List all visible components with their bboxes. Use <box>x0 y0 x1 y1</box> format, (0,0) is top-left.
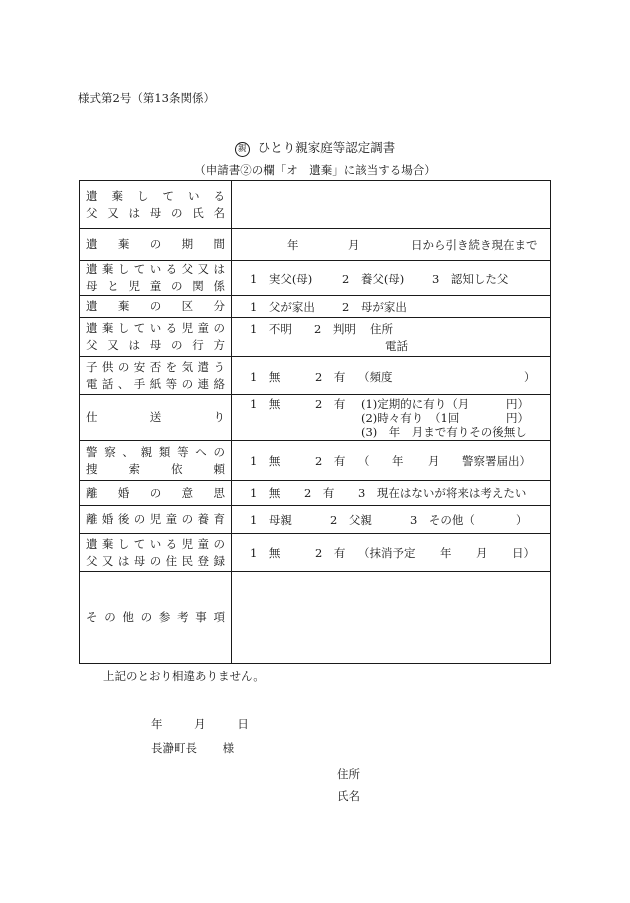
deletion-scheduled-label: （抹消予定 <box>358 546 416 560</box>
option-father[interactable]: 2 父親 <box>330 513 372 527</box>
table-row-abandonment-type <box>80 296 550 318</box>
option-none[interactable]: 1 無 <box>250 486 281 500</box>
document-title-row <box>0 138 630 157</box>
table-row-resident-registration <box>80 534 550 572</box>
row-label <box>80 506 232 533</box>
row-label-line: 母と児童の関係 <box>86 279 225 293</box>
date-day: 日 <box>237 717 249 731</box>
abandonment-period-field[interactable] <box>232 229 550 260</box>
investigation-form-table <box>79 180 551 664</box>
row-label-line: 捜索依頼 <box>86 461 225 476</box>
table-row-contact-about-child <box>80 357 550 395</box>
period-year: 年 <box>287 238 299 252</box>
row-label-line: 遺棄の期間 <box>86 237 225 251</box>
date-month: 月 <box>194 717 206 731</box>
option-none[interactable]: 1 無 <box>250 454 281 468</box>
row-label <box>80 395 232 440</box>
row-label <box>80 261 232 295</box>
table-row-divorce-intention <box>80 481 550 506</box>
phone-label: 電話 <box>385 339 408 353</box>
registration-options <box>232 534 550 571</box>
applicant-name-label: 氏名 <box>337 789 360 803</box>
table-row-abandoning-parent-name <box>80 181 550 229</box>
row-label <box>80 229 232 260</box>
divorce-intention-options <box>232 481 550 505</box>
table-row-post-divorce-custody <box>80 506 550 534</box>
row-label <box>80 481 232 505</box>
row-label-line: 父又は母の住民登録 <box>86 553 225 568</box>
frequency-label: （頻度 <box>358 370 393 384</box>
option-none[interactable]: 1 無 <box>250 546 281 560</box>
deletion-year: 年 <box>440 546 452 560</box>
row-label-line: 遺棄している児童の <box>86 321 225 335</box>
date-year: 年 <box>151 717 163 731</box>
address-label: 住所 <box>370 322 393 336</box>
whereabouts-options <box>232 318 550 356</box>
row-label <box>80 534 232 571</box>
police-open-paren: （ <box>358 454 370 468</box>
row-label-line: 遺棄している父又は <box>86 262 225 276</box>
row-label-line: 電話、手紙等の連絡 <box>86 376 225 391</box>
table-row-abandonment-period <box>80 229 550 261</box>
other-close-paren: ） <box>516 513 528 527</box>
period-month: 月 <box>348 238 360 252</box>
row-label <box>80 296 232 317</box>
option-other[interactable]: 3 その他（ <box>410 513 475 527</box>
search-request-options <box>232 441 550 480</box>
applicant-address-label: 住所 <box>337 767 360 781</box>
remittance-regular[interactable]: (1)定期的に有り（月 <box>361 397 470 411</box>
option-future[interactable]: 3 現在はないが将来は考えたい <box>358 486 527 500</box>
option-none[interactable]: 1 無 <box>250 397 281 411</box>
option-acknowledged-father[interactable]: 3 認知した父 <box>432 272 509 286</box>
row-label-line: 警察、親類等への <box>86 444 225 459</box>
confirmation-statement: 上記のとおり相違ありません。 <box>103 669 265 683</box>
option-adoptive-parent[interactable]: 2 養父(母) <box>342 272 405 286</box>
option-yes[interactable]: 2 有 <box>315 546 346 560</box>
custody-options <box>232 506 550 533</box>
remittance-occasional-yen: 円） <box>506 411 529 425</box>
remittance-stopped[interactable]: (3) 年 月まで有りその後無し <box>361 425 527 439</box>
deletion-day: 日） <box>512 546 535 560</box>
row-label <box>80 357 232 394</box>
form-number: 様式第2号（第13条関係） <box>78 91 215 105</box>
police-year: 年 <box>392 454 404 468</box>
table-row-parent-child-relation <box>80 261 550 296</box>
row-label-line: 父又は母の行方 <box>86 338 225 352</box>
row-label-line: 遺棄している児童の <box>86 536 225 551</box>
option-father-left[interactable]: 1 父が家出 <box>250 300 315 314</box>
row-label-line: その他の参考事項 <box>86 610 225 624</box>
remittance-regular-yen: 円） <box>506 397 529 411</box>
option-mother[interactable]: 1 母親 <box>250 513 292 527</box>
table-row-parent-whereabouts <box>80 318 550 357</box>
option-mother-left[interactable]: 2 母が家出 <box>342 300 407 314</box>
row-label <box>80 181 232 228</box>
option-unknown[interactable]: 1 不明 <box>250 322 292 336</box>
row-label-line: 離婚後の児童の養育 <box>86 512 225 526</box>
other-notes-field[interactable] <box>232 572 550 663</box>
relation-options <box>232 261 550 295</box>
option-yes[interactable]: 2 有 <box>304 486 335 500</box>
row-label-line: 父又は母の氏名 <box>86 205 225 220</box>
date-line <box>151 716 249 732</box>
addressee-honorific: 様 <box>222 741 235 755</box>
table-row-remittance <box>80 395 550 441</box>
table-row-other-notes <box>80 572 550 663</box>
abandoning-parent-name-field[interactable] <box>232 181 550 228</box>
option-none[interactable]: 1 無 <box>250 370 281 384</box>
option-yes[interactable]: 2 有 <box>315 370 346 384</box>
frequency-close-paren: ） <box>524 370 536 384</box>
row-label <box>80 441 232 480</box>
row-label-line: 遺棄の区分 <box>86 299 225 313</box>
table-row-search-request <box>80 441 550 481</box>
document-subtitle: （申請書②の欄「オ 遺棄」に該当する場合） <box>194 163 436 177</box>
option-known[interactable]: 2 判明 <box>314 322 356 336</box>
document-title: ひとり親家庭等認定調書 <box>257 140 396 155</box>
row-label-line: 離婚の意思 <box>86 485 225 500</box>
row-label-line: 子供の安否を気遣う <box>86 359 225 374</box>
option-yes[interactable]: 2 有 <box>315 454 346 468</box>
remittance-occasional[interactable]: (2)時々有り （1回 <box>361 411 460 425</box>
circled-parent-mark: 親 <box>235 142 250 157</box>
remittance-options <box>232 395 550 440</box>
option-biological-parent[interactable]: 1 実父(母) <box>250 272 313 286</box>
row-label <box>80 318 232 356</box>
option-yes[interactable]: 2 有 <box>315 397 346 411</box>
row-label <box>80 572 232 663</box>
addressee: 長瀞町長 <box>151 741 197 755</box>
period-continuing-text: 日から引き続き現在まで <box>411 238 538 252</box>
police-station-report: 警察署届出） <box>462 454 531 468</box>
row-label-line: 遺棄している <box>86 188 225 203</box>
contact-options <box>232 357 550 394</box>
deletion-month: 月 <box>476 546 488 560</box>
addressee-line <box>151 740 234 756</box>
police-month: 月 <box>428 454 440 468</box>
abandonment-type-options <box>232 296 550 317</box>
row-label-line: 仕送り <box>86 410 225 424</box>
